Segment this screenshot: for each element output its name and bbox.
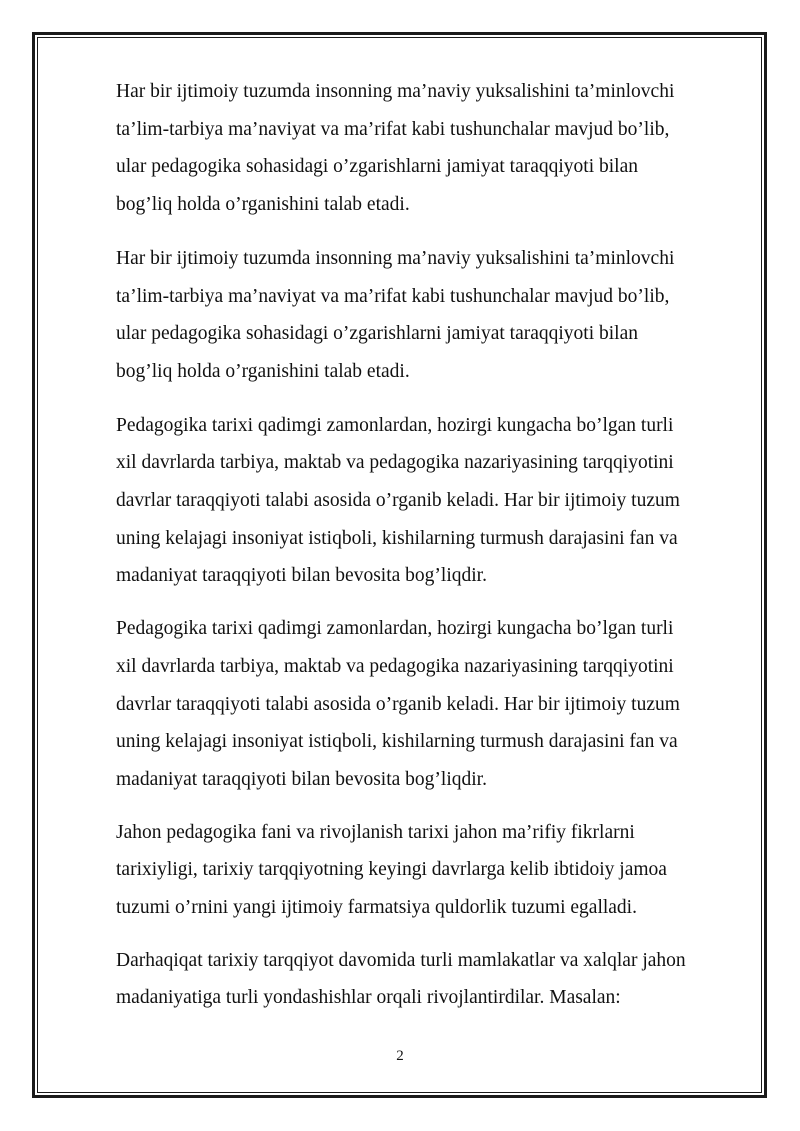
text-line: Pedagogika tarixi qadimgi zamonlardan, hozirgi kungacha bo’lgan turli — [116, 618, 674, 640]
paragraph-4 — [116, 610, 746, 799]
text-line: bog’liq holda o’rganishini talab etadi. — [116, 194, 410, 216]
text-line: xil davrlarda tarbiya, maktab va pedagogika nazariyasining tarqqiyotini — [116, 452, 674, 474]
text-line: ta’lim-tarbiya ma’naviyat va ma’rifat kabi tushunchalar mavjud bo’lib, — [116, 118, 670, 140]
text-line: Har bir ijtimoiy tuzumda insonning ma’naviy yuksalishini ta’minlovchi — [116, 247, 675, 269]
paragraph-5 — [116, 814, 746, 927]
paragraph-1 — [116, 73, 746, 224]
text-line: davrlar taraqqiyoti talabi asosida o’rganib keladi. Har bir ijtimoiy tuzum — [116, 693, 680, 715]
paragraph-3 — [116, 407, 746, 596]
page-number: 2 — [396, 1048, 404, 1064]
paragraph-2 — [116, 240, 746, 391]
text-line: Har bir ijtimoiy tuzumda insonning ma’naviy yuksalishini ta’minlovchi — [116, 81, 675, 102]
text-line: bog’liq holda o’rganishini talab etadi. — [116, 360, 410, 382]
text-line: madaniyat taraqqiyoti bilan bevosita bog’liqdir. — [116, 768, 487, 790]
text-line: xil davrlarda tarbiya, maktab va pedagogika nazariyasining tarqqiyotini — [116, 655, 674, 677]
text-line: uning kelajagi insoniyat istiqboli, kishilarning turmush darajasini fan va — [116, 527, 678, 549]
text-line: ular pedagogika sohasidagi o’zgarishlarni jamiyat taraqqiyoti bilan — [116, 323, 639, 345]
text-line: tuzumi o’rnini yangi ijtimoiy farmatsiya quldorlik tuzumi egalladi. — [116, 897, 637, 919]
text-line: madaniyatiga turli yondashishlar orqali rivojlantirdilar. Masalan: — [116, 987, 621, 1009]
text-line: madaniyat taraqqiyoti bilan bevosita bog’liqdir. — [116, 565, 487, 587]
text-line: Pedagogika tarixi qadimgi zamonlardan, hozirgi kungacha bo’lgan turli — [116, 414, 674, 436]
text-line: uning kelajagi insoniyat istiqboli, kishilarning turmush darajasini fan va — [116, 731, 678, 753]
text-line: ta’lim-tarbiya ma’naviyat va ma’rifat kabi tushunchalar mavjud bo’lib, — [116, 285, 670, 307]
text-line: davrlar taraqqiyoti talabi asosida o’rganib keladi. Har bir ijtimoiy tuzum — [116, 490, 680, 512]
document-body — [116, 73, 746, 1017]
text-line: ular pedagogika sohasidagi o’zgarishlarni jamiyat taraqqiyoti bilan — [116, 156, 639, 178]
paragraph-6 — [116, 942, 746, 1017]
text-line: Jahon pedagogika fani va rivojlanish tarixi jahon ma’rifiy fikrlarni — [116, 821, 635, 843]
text-line: tarixiyligi, tarixiy tarqqiyotning keyingi davrlarga kelib ibtidoiy jamoa — [116, 859, 667, 881]
text-line: Darhaqiqat tarixiy tarqqiyot davomida turli mamlakatlar va xalqlar jahon — [116, 949, 686, 971]
